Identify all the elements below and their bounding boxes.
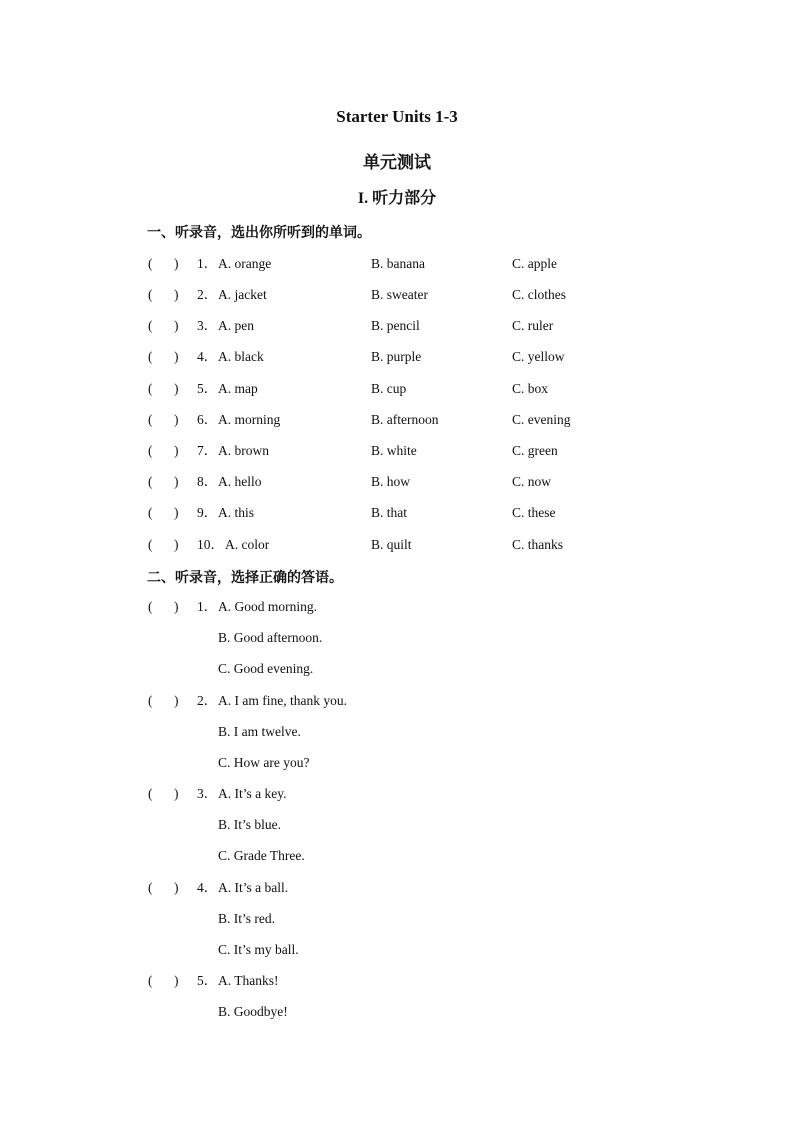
answer-bracket-open: ( (148, 973, 153, 988)
question-number: 3． (197, 786, 218, 801)
question-row (0, 472, 794, 492)
option-b: B. purple (371, 349, 422, 364)
option-c: C. apple (512, 256, 557, 271)
option-a: A. this (218, 505, 255, 520)
option-c: C. ruler (512, 318, 554, 333)
option-b: B. banana (371, 256, 425, 271)
question-number: 7． (197, 443, 218, 458)
question-number: 1． (197, 256, 218, 271)
answer-bracket-open: ( (148, 474, 153, 489)
option-a: A. It’s a ball. (218, 880, 289, 895)
question-number: 1． (197, 599, 218, 614)
option-a: A. black (218, 349, 264, 364)
answer-bracket-close: ) (174, 474, 179, 489)
option-c: C. thanks (512, 537, 564, 552)
question-row (0, 254, 794, 274)
option-b: B. pencil (371, 318, 420, 333)
option-a: A. It’s a key. (218, 786, 287, 801)
question-number: 4． (197, 349, 218, 364)
answer-bracket-open: ( (148, 349, 153, 364)
answer-bracket-open: ( (148, 786, 153, 801)
option-b: B. afternoon (371, 412, 439, 427)
answer-bracket-close: ) (174, 973, 179, 988)
answer-bracket-close: ) (174, 381, 179, 396)
option-c: C. How are you? (218, 755, 310, 770)
question-row (0, 441, 794, 461)
question-row (0, 597, 794, 617)
question-number: 8． (197, 474, 218, 489)
option-a: A. Thanks! (218, 973, 279, 988)
answer-bracket-close: ) (174, 287, 179, 302)
question-row (0, 316, 794, 336)
question-number: 5． (197, 973, 218, 988)
option-c: C. Grade Three. (218, 848, 305, 863)
answer-bracket-close: ) (174, 318, 179, 333)
answer-bracket-close: ) (174, 349, 179, 364)
worksheet-subtitle: 单元测试 (363, 153, 431, 173)
option-b: B. quilt (371, 537, 412, 552)
answer-bracket-open: ( (148, 880, 153, 895)
option-b: B. It’s blue. (218, 817, 281, 832)
part-label: 听力部分 (372, 188, 437, 207)
question-row (0, 503, 794, 523)
answer-bracket-open: ( (148, 318, 153, 333)
answer-bracket-close: ) (174, 786, 179, 801)
answer-bracket-close: ) (174, 880, 179, 895)
answer-bracket-open: ( (148, 287, 153, 302)
part-heading (0, 185, 794, 208)
question-row (0, 347, 794, 367)
answer-bracket-open: ( (148, 381, 153, 396)
question-number: 2． (197, 287, 218, 302)
option-b: B. sweater (371, 287, 428, 302)
question-row (0, 285, 794, 305)
question-row (0, 379, 794, 399)
option-c: C. these (512, 505, 556, 520)
question-number: 5． (197, 381, 218, 396)
question-number: 10． (197, 537, 224, 552)
answer-bracket-open: ( (148, 537, 153, 552)
answer-bracket-open: ( (148, 256, 153, 271)
question-number: 9． (197, 505, 218, 520)
question-row (0, 691, 794, 711)
answer-bracket-close: ) (174, 599, 179, 614)
answer-bracket-open: ( (148, 412, 153, 427)
option-b: B. white (371, 443, 417, 458)
option-c: C. evening (512, 412, 571, 427)
option-a: A. I am fine, thank you. (218, 693, 347, 708)
option-c: C. clothes (512, 287, 566, 302)
option-c: C. yellow (512, 349, 565, 364)
option-b: B. Goodbye! (218, 1004, 288, 1019)
section-1-title: 一、听录音，选出你所听到的单词。 (147, 225, 371, 241)
answer-bracket-close: ) (174, 412, 179, 427)
option-c: C. now (512, 474, 552, 489)
answer-bracket-open: ( (148, 443, 153, 458)
question-row (0, 535, 794, 555)
question-number: 2． (197, 693, 218, 708)
option-a: A. jacket (218, 287, 267, 302)
option-b: B. cup (371, 381, 407, 396)
option-a: A. color (225, 537, 270, 552)
answer-bracket-close: ) (174, 505, 179, 520)
option-a: A. orange (218, 256, 272, 271)
option-c: C. box (512, 381, 549, 396)
option-c: C. It’s my ball. (218, 942, 299, 957)
part-roman-numeral: I. (357, 190, 369, 207)
option-a: A. brown (218, 443, 269, 458)
question-number: 3． (197, 318, 218, 333)
option-b: B. Good afternoon. (218, 630, 323, 645)
question-number: 6． (197, 412, 218, 427)
answer-bracket-open: ( (148, 505, 153, 520)
option-a: A. map (218, 381, 258, 396)
option-b: B. that (371, 505, 407, 520)
answer-bracket-close: ) (174, 256, 179, 271)
option-c: C. green (512, 443, 558, 458)
option-c: C. Good evening. (218, 661, 314, 676)
question-row (0, 971, 794, 991)
question-row (0, 410, 794, 430)
worksheet-title: Starter Units 1-3 (336, 107, 458, 126)
answer-bracket-close: ) (174, 537, 179, 552)
answer-bracket-close: ) (174, 693, 179, 708)
answer-bracket-open: ( (148, 693, 153, 708)
option-b: B. I am twelve. (218, 724, 301, 739)
option-b: B. It’s red. (218, 911, 275, 926)
option-a: A. morning (218, 412, 281, 427)
answer-bracket-close: ) (174, 443, 179, 458)
option-b: B. how (371, 474, 411, 489)
option-a: A. Good morning. (218, 599, 317, 614)
question-row (0, 878, 794, 898)
answer-bracket-open: ( (148, 599, 153, 614)
question-number: 4． (197, 880, 218, 895)
option-a: A. hello (218, 474, 262, 489)
option-a: A. pen (218, 318, 254, 333)
question-row (0, 784, 794, 804)
section-2-title: 二、听录音，选择正确的答语。 (147, 570, 343, 586)
